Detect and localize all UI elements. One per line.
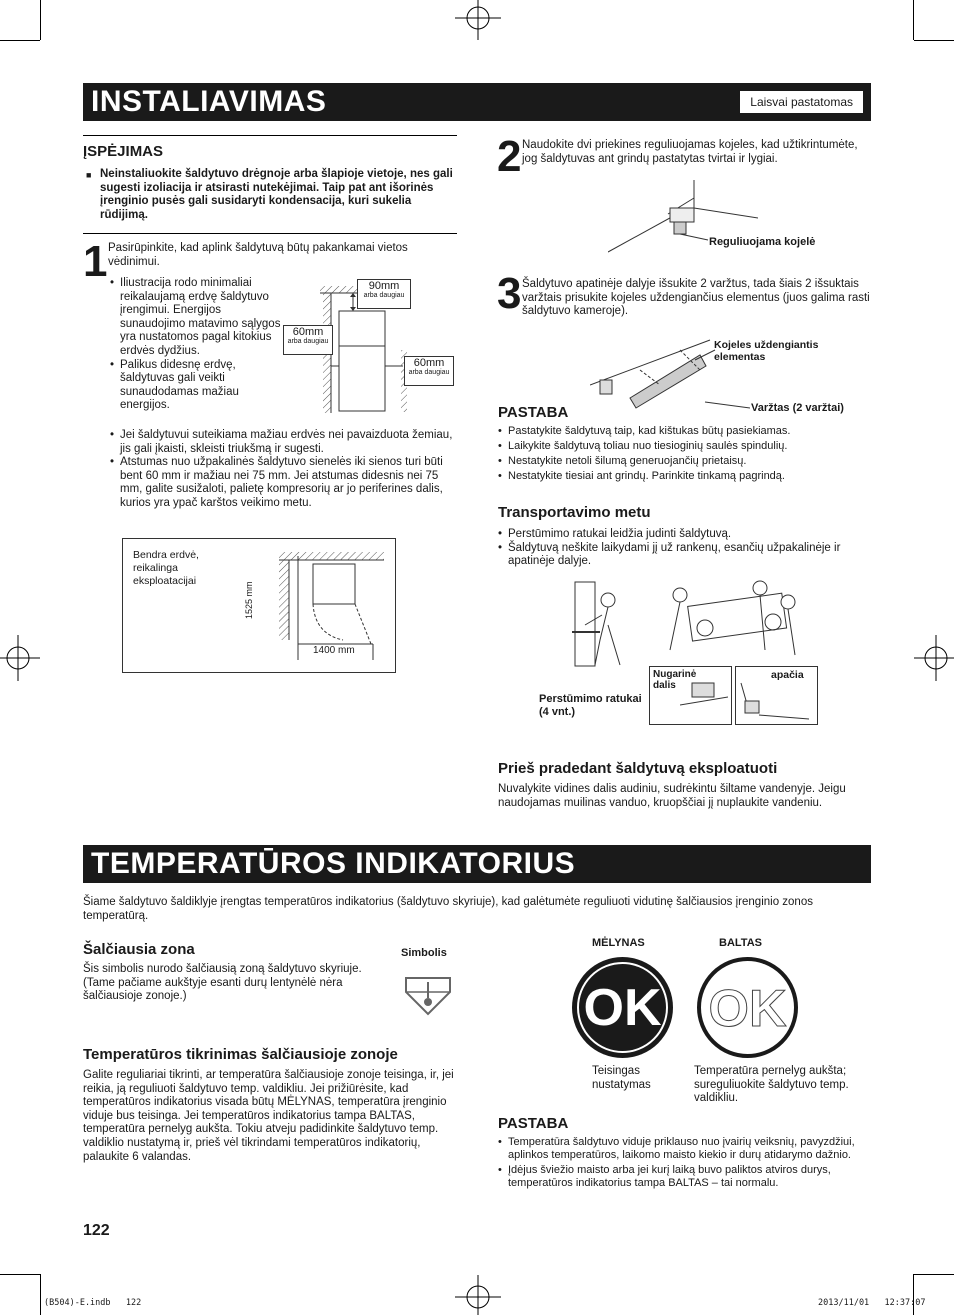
install-note: • Pastatykite šaldytuvą taip, kad kištukas būtų pasiekiamas. — [498, 425, 871, 438]
coldest-text: Šis simbolis nurodo šalčiausią zoną šaldytuvo skyriuje. (Tame pačiame aukštyje esanti durų lentynėlė nėra šalčiausioje zonoje.) — [83, 963, 362, 1003]
footer-date: 2013/11/01 12:37:07 — [818, 1298, 926, 1308]
step3-label-screw: Varžtas (2 varžtai) — [751, 402, 844, 414]
crop-mark — [40, 1274, 41, 1315]
crop-mark — [913, 0, 914, 40]
registration-mark-bottom — [455, 1275, 501, 1315]
transport-note: • Šaldytuvą neškite laikydami jį už rankenų, esančių užpakalinėje ir apatinėje dalyje. — [498, 542, 871, 569]
crop-mark — [914, 40, 954, 41]
registration-mark-top — [455, 0, 501, 40]
dim-right-box — [404, 356, 454, 386]
install-notes — [498, 425, 871, 483]
temp-banner — [83, 845, 871, 883]
dim-top-value: 90mm — [368, 280, 400, 292]
crop-mark — [40, 0, 41, 40]
transport-illustration — [560, 580, 820, 670]
step1-text: Pasirūpinkite, kad aplink šaldytuvą būtų pakankamai vietos vėdinimui. — [108, 242, 408, 268]
detail-box-bottom — [735, 666, 818, 725]
dim-left-box — [283, 325, 333, 355]
dim-left-sub: arba daugiau — [287, 338, 329, 345]
check-text: Galite reguliariai tikrinti, ar temperatūra šalčiausioje zonoje teisinga, ir, jei reikia, ją reguliuoti šaldytuvo temp. valdikliu. Jei prižiūrėsite, kad temperatūros indikatorius visada būtų MĖLYNAS, temperatūra įrenginio viduje bus teisinga. Jei temperatūros indikatorius tampa BALTAS, temperatūra pernelyg aukšta. Tokiu atveju padidinkite šaldytuvo temp. valdiklio nustatymą ir, prieš vėl tikrindami temperatūros indikatorių, palaukite 6 valandas. — [83, 1069, 454, 1163]
before-title: Prieš pradedant šaldytuvą eksploatuoti — [498, 760, 778, 777]
transport-label-back: Nugarinė dalis — [653, 669, 697, 691]
transport-notes — [498, 528, 871, 569]
space-label: Bendra erdvė, reikalinga eksploatacijai — [133, 549, 199, 587]
transport-title: Transportavimo metu — [498, 504, 651, 521]
warning-title: ĮSPĖJIMAS — [83, 143, 164, 160]
temp-title: TEMPERATŪROS INDIKATORIUS — [91, 847, 576, 880]
warning-list — [87, 168, 457, 222]
step3-text: Šaldytuvo apatinėje dalyje išsukite 2 varžtus, tada šiais 2 išsuktais varžtais prisukite kojeles uždengiančius elementus (juos galima rasti šaldytuvo kameroje). — [522, 278, 870, 318]
note-title: PASTABA — [498, 404, 569, 421]
transport-label-wheels: Perstūmimo ratukai (4 vnt.) — [539, 693, 642, 718]
divider — [83, 135, 457, 136]
blue-label: MĖLYNAS — [592, 937, 645, 949]
white-caption: Temperatūra pernelyg aukšta; sureguliuokite šaldytuvo temp. valdikliu. — [694, 1065, 849, 1105]
install-note: • Laikykite šaldytuvą toliau nuo tiesioginių saulės spindulių. — [498, 440, 871, 453]
step1-bullet: • Atstumas nuo užpakalinės šaldytuvo sienelės iki sienos turi būti bent 60 mm ir mažiau nei 75 mm. Jei atstumas didesnis nei 75 mm, galite susižaloti, palietę kompresorių ar jo periferines dalis, kurios yra ypač karštos veikimo metu. — [110, 456, 458, 510]
step2-label: Reguliuojama kojelė — [709, 236, 816, 248]
registration-mark-right — [914, 635, 954, 681]
step1-bullet: • Palikus didesnę erdvę, šaldytuvas gali veikti sunaudodamas mažiau energijos. — [110, 359, 288, 413]
ok-text-blue: OK — [583, 979, 662, 1037]
crop-mark — [913, 1274, 914, 1315]
check-title: Temperatūros tikrinimas šalčiausioje zonoje — [83, 1046, 398, 1063]
temp-note: • Įdėjus šviežio maisto arba jei kurį laiką buvo paliktos atviros durys, temperatūros indikatorius tampa BALTAS – tai normalu. — [498, 1164, 871, 1190]
dim-right-value: 60mm — [413, 357, 445, 369]
install-note: • Nestatykite tiesiai ant grindų. Parinkite tinkamą pagrindą. — [498, 470, 871, 483]
coldest-zone-icon — [403, 972, 453, 1018]
step3-label-cover: Kojeles uždengiantis elementas — [714, 339, 819, 363]
temp-notes — [498, 1136, 871, 1190]
ok-text-white: OK — [708, 980, 787, 1038]
transport-label-bottom: apačia — [771, 669, 804, 681]
dim-height: 1525 mm — [244, 581, 254, 619]
dim-left-value: 60mm — [292, 326, 324, 338]
page-number: 122 — [83, 1222, 110, 1239]
transport-note: • Perstūmimo ratukai leidžia judinti šaldytuvą. — [498, 528, 871, 542]
step1-number: 1 — [83, 237, 108, 286]
symbol-label: Simbolis — [401, 947, 447, 959]
step2-text: Naudokite dvi priekines reguliuojamas kojeles, kad užtikrintumėte, jog šaldytuvas ant grindų pastatytas tvirtai ir lygiai. — [522, 139, 858, 165]
warning-text: ■ Neinstaliuokite šaldytuvo drėgnoje arba šlapioje vietoje, nes gali sugesti izoliacija ir atsirasti nutekėjimai. Taip pat ant išorinės įrenginio pusės gali susidaryti kondensacija, kuri sukelia rūdijimą. — [87, 168, 457, 222]
coldest-title: Šalčiausia zona — [83, 941, 195, 958]
install-title: INSTALIAVIMAS — [91, 85, 327, 118]
install-banner — [83, 83, 871, 121]
before-text: Nuvalykite vidines dalis audiniu, sudrėkintu šiltame vandenyje. Jeigu naudojamas muilinas vanduo, kruopščiai jį nuplaukite vandeniu. — [498, 783, 846, 809]
ok-indicator-blue — [572, 957, 673, 1058]
step1-bullets-a — [110, 277, 288, 413]
crop-mark — [914, 1274, 954, 1275]
divider — [83, 233, 457, 234]
temp-note-title: PASTABA — [498, 1115, 569, 1132]
white-label: BALTAS — [719, 937, 762, 949]
blue-caption: Teisingas nustatymas — [592, 1065, 651, 1091]
temp-note: • Temperatūra šaldytuvo viduje priklauso nuo įvairių veiksnių, pavyzdžiui, aplinkos temperatūros, laikomo maisto kiekio ir durų atidarymo dažnio. — [498, 1136, 871, 1162]
install-note: • Nestatykite netoli šilumą generuojančių prietaisų. — [498, 455, 871, 468]
step3-number: 3 — [497, 269, 522, 318]
dim-top-box — [357, 279, 411, 309]
back-handle-drawing — [680, 675, 728, 721]
crop-mark — [0, 40, 40, 41]
detail-box-back — [649, 666, 732, 725]
step1-bullet: • Jei šaldytuvui suteikiama mažiau erdvės nei pavaizduota žemiau, jis gali įkaisti, skleisti triukšmą ir sugesti. — [110, 429, 458, 456]
crop-mark — [0, 1274, 40, 1275]
registration-mark-left — [0, 635, 40, 681]
step2-number: 2 — [497, 132, 522, 181]
temp-intro: Šiame šaldytuvo šaldiklyje įrengtas temperatūros indikatorius (šaldytuvo skyriuje), kad galėtumėte reguliuoti vidutinę šalčiausios įrenginio zonos temperatūrą. — [83, 896, 813, 922]
dim-right-sub: arba daugiau — [408, 369, 450, 376]
dim-top-sub: arba daugiau — [363, 292, 405, 299]
space-diagram — [122, 538, 396, 673]
bottom-handle-drawing — [739, 681, 814, 721]
dim-width: 1400 mm — [313, 645, 355, 656]
ok-indicator-white — [697, 957, 798, 1058]
step1-bullets-b — [110, 429, 458, 511]
step1-bullet: • Iliustracija rodo minimaliai reikalaujamą erdvę šaldytuvo įrengimui. Energijos sunaudojimo matavimo sąlygos yra nustatomos pagal kitokius erdvės dydžius. — [110, 277, 288, 359]
footer-file: (B504)-E.indb 122 — [44, 1298, 142, 1308]
install-tag: Laisvai pastatomas — [740, 91, 863, 113]
